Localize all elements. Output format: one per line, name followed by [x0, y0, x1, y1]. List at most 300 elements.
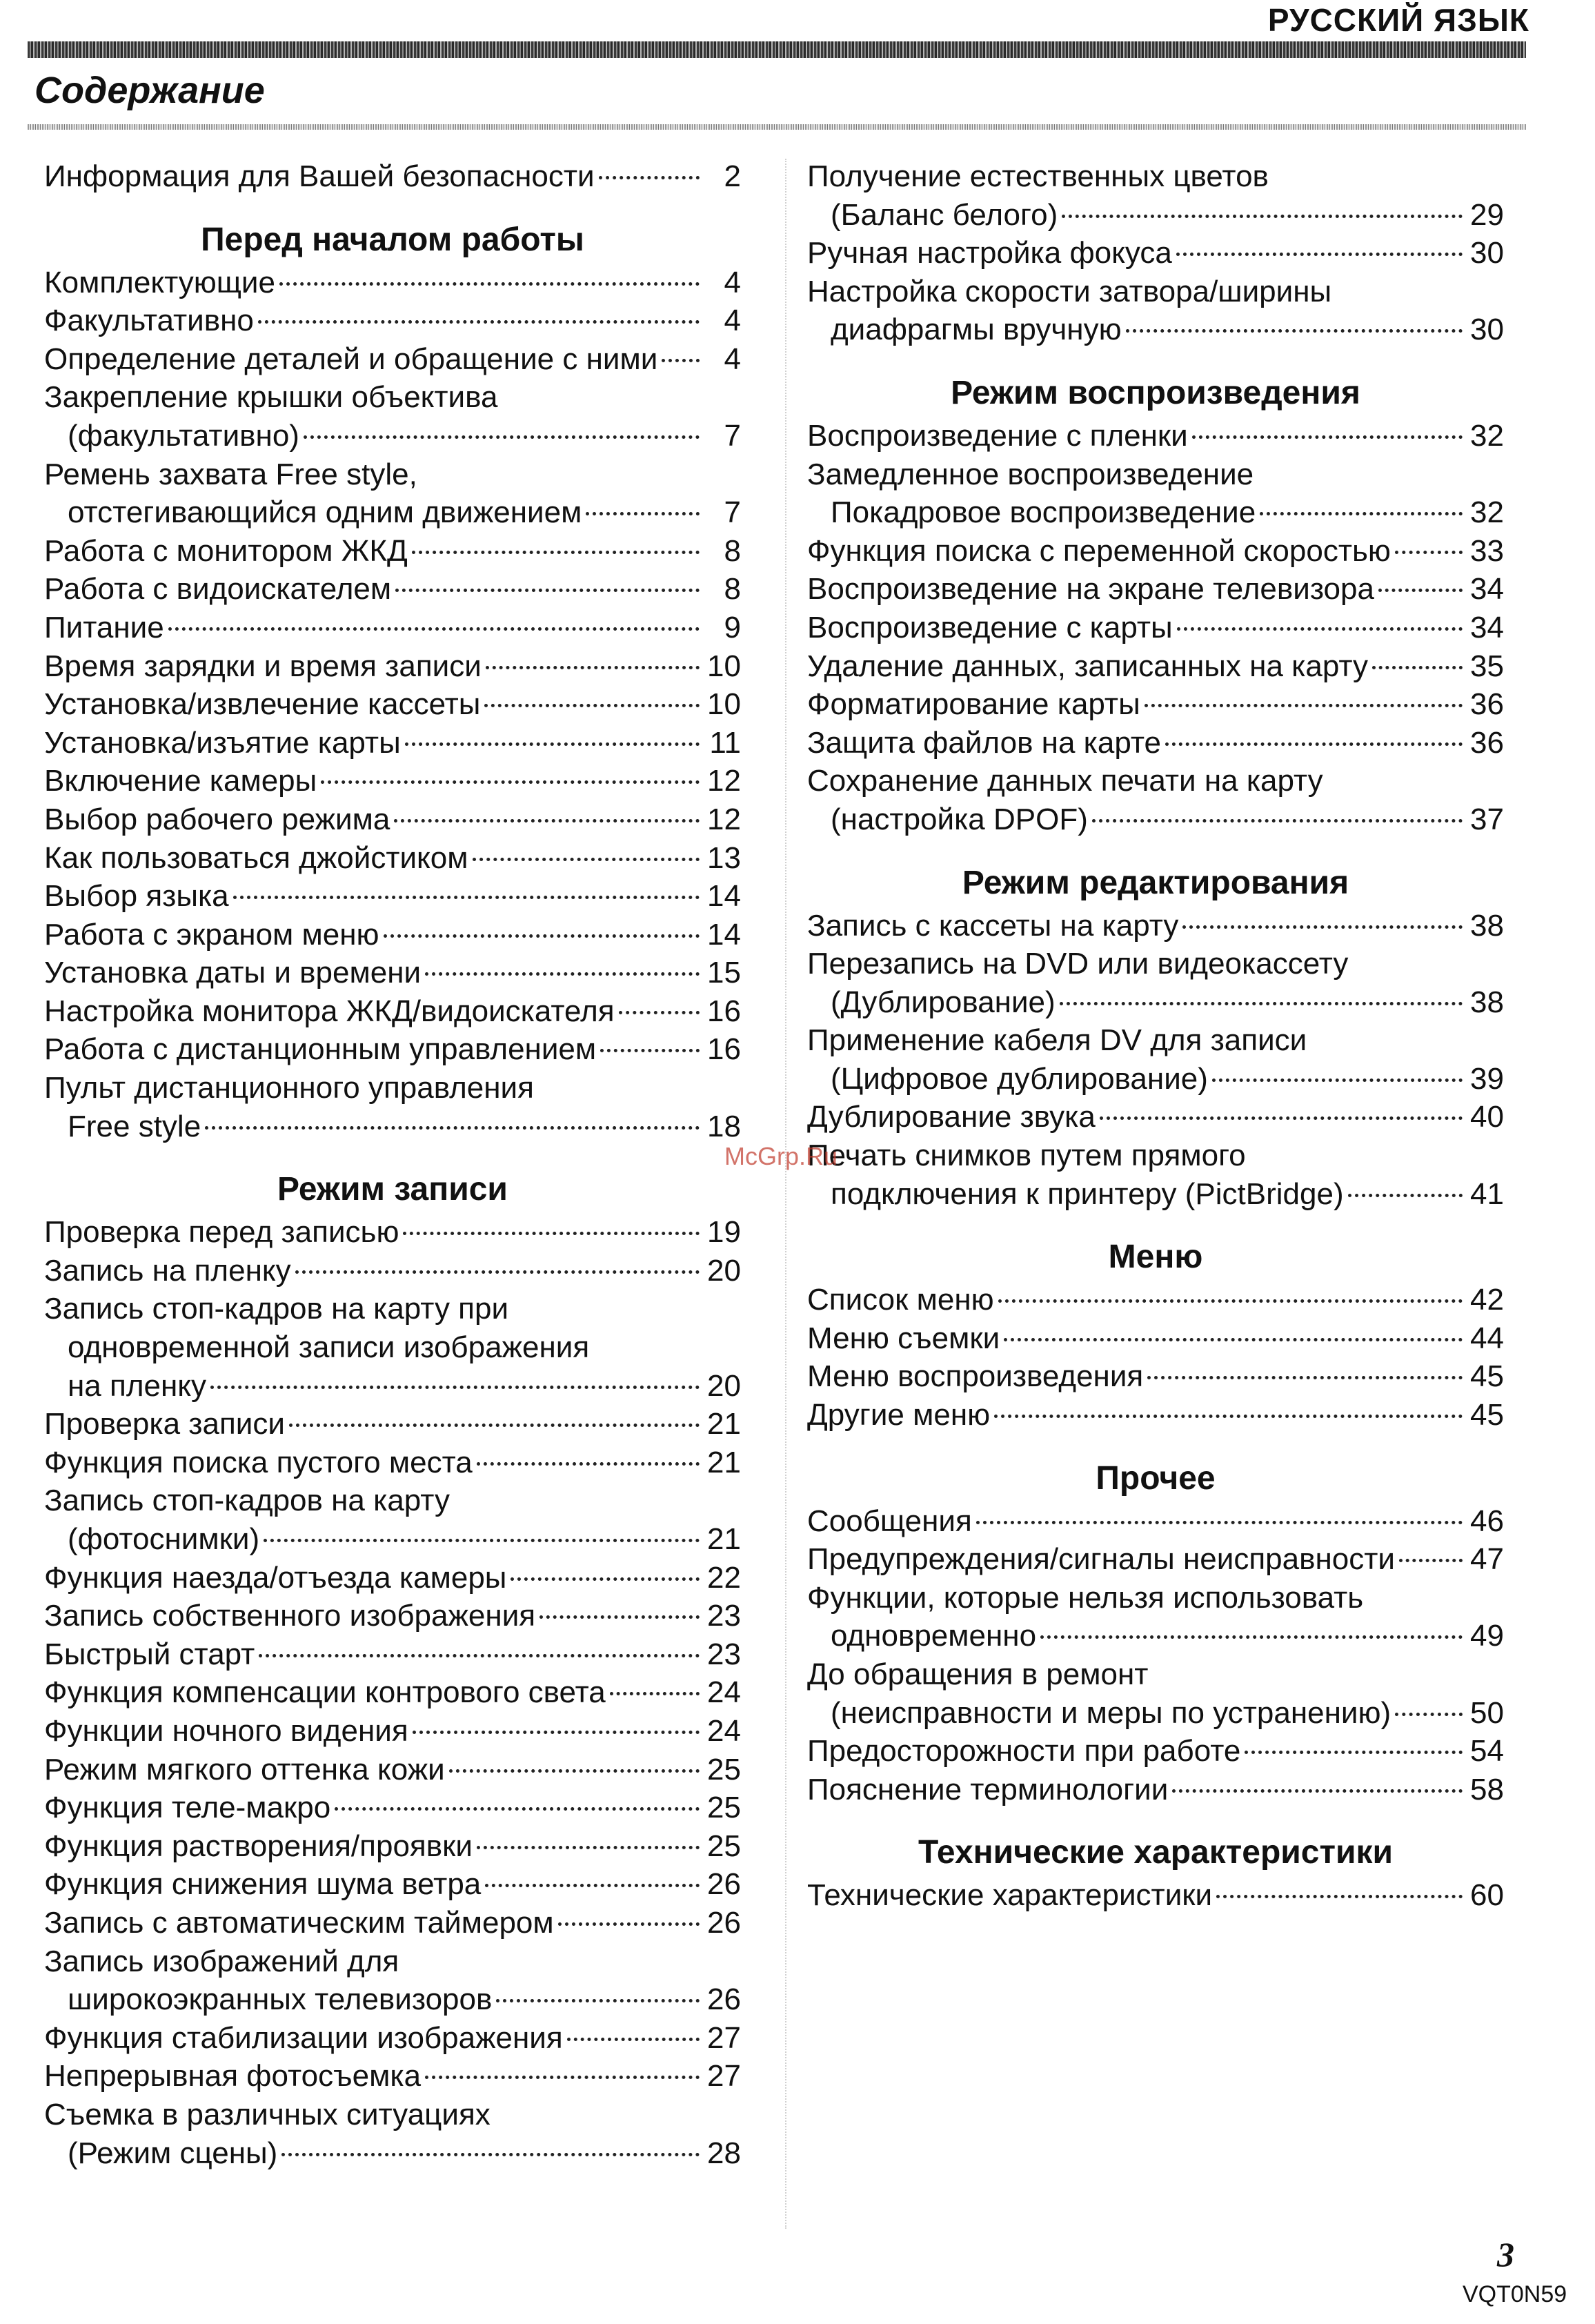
toc-entry-title: Выбор рабочего режима: [44, 802, 390, 836]
section-heading: Меню: [1108, 1239, 1203, 1276]
toc-entry-title: Ручная настройка фокуса: [807, 236, 1172, 270]
toc-page-number: 7: [724, 495, 741, 530]
toc-page-number: 11: [709, 725, 741, 760]
toc-line: [44, 157, 741, 196]
toc-page-number: 21: [707, 1522, 741, 1556]
toc-page-number: 44: [1470, 1321, 1504, 1355]
toc-entry-title: широкоэкранных телевизоров: [68, 1982, 493, 2017]
toc-entry-title: Воспроизведение с карты: [807, 610, 1173, 644]
toc-line: [44, 1069, 741, 1107]
toc-entry: [807, 417, 1504, 455]
toc-entry: [44, 724, 741, 762]
toc-entry-title: Другие меню: [807, 1398, 991, 1432]
toc-block: [807, 1876, 1504, 1915]
toc-line: [44, 1712, 741, 1751]
toc-line: [44, 916, 741, 954]
dot-leader: [610, 1692, 700, 1695]
toc-entry-title: Работа с экраном меню: [44, 917, 379, 952]
toc-entry: [44, 455, 741, 532]
dot-leader: [289, 1424, 700, 1427]
toc-entry: [807, 1876, 1504, 1915]
toc-line: [44, 1942, 741, 1981]
toc-line: [44, 2134, 741, 2173]
toc-line: [44, 1107, 741, 1146]
dot-leader: [558, 1922, 700, 1926]
toc-page-number: 39: [1470, 1061, 1504, 1096]
toc-entry: [44, 1444, 741, 1482]
toc-page-number: 36: [1470, 687, 1504, 722]
toc-entry-title: Список меню: [807, 1283, 994, 1317]
toc-entry: [44, 1559, 741, 1597]
toc-line: [44, 1980, 741, 2019]
toc-entry-title: (факультативно): [68, 418, 299, 453]
toc-line: [807, 1396, 1504, 1435]
page-title: Содержание: [34, 70, 265, 111]
toc-entry-title: отстегивающийся одним движением: [68, 495, 582, 530]
toc-line: [44, 340, 741, 379]
toc-line: [44, 1030, 741, 1069]
toc-entry-title: Меню воспроизведения: [807, 1359, 1144, 1394]
toc-entry: [44, 1904, 741, 1942]
dot-leader: [567, 2038, 700, 2041]
toc-entry-title: Режим мягкого оттенка кожи: [44, 1752, 445, 1786]
dot-leader: [412, 551, 700, 554]
toc-page-number: 18: [707, 1109, 741, 1143]
dot-leader: [1165, 742, 1463, 746]
toc-entry: [807, 157, 1504, 234]
dot-leader: [1060, 1002, 1463, 1005]
toc-entry: [44, 1673, 741, 1712]
toc-entry-title: Запись собственного изображения: [44, 1599, 536, 1633]
toc-page-number: 14: [707, 917, 741, 952]
toc-block: [807, 157, 1504, 349]
toc-page-number: 7: [724, 418, 741, 453]
toc-entry-title: Запись с автоматическим таймером: [44, 1905, 554, 1940]
toc-entry-title: Функции, которые нельзя использовать: [807, 1580, 1364, 1615]
toc-entry-title: Функция поиска с переменной скоростью: [807, 533, 1391, 568]
toc-entry: [807, 1319, 1504, 1358]
toc-page-number: 30: [1470, 236, 1504, 270]
dot-leader: [258, 320, 700, 324]
page-number: 3: [1497, 2235, 1514, 2274]
toc-line: [807, 907, 1504, 945]
toc-entry: [807, 647, 1504, 686]
toc-block: [44, 157, 741, 196]
toc-line: [44, 302, 741, 340]
toc-page-number: 40: [1470, 1100, 1504, 1134]
toc-entry-title: Получение естественных цветов: [807, 159, 1269, 193]
toc-page-number: 46: [1470, 1504, 1504, 1538]
toc-entry-title: Установка/изъятие карты: [44, 725, 401, 760]
toc-block: [44, 1213, 741, 2172]
toc-entry: [44, 532, 741, 571]
toc-line: [807, 1357, 1504, 1396]
toc-page-number: 4: [724, 265, 741, 299]
toc-line: [807, 1771, 1504, 1809]
toc-entry: [807, 1579, 1504, 1655]
toc-line: [44, 264, 741, 302]
toc-page-number: 38: [1470, 985, 1504, 1019]
dot-leader: [1092, 819, 1463, 823]
toc-entry: [44, 1789, 741, 1827]
toc-entry-title: Предосторожности при работе: [807, 1734, 1241, 1769]
dot-leader: [1399, 1559, 1463, 1562]
dot-leader: [449, 1769, 700, 1773]
toc-entry: [44, 1481, 741, 1558]
toc-line: [807, 1060, 1504, 1099]
toc-page-number: 38: [1470, 908, 1504, 943]
toc-line: [807, 762, 1504, 800]
toc-line: [44, 1252, 741, 1290]
toc-entry-title: подключения к принтеру (PictBridge): [831, 1176, 1344, 1211]
dot-leader: [281, 2153, 700, 2156]
toc-line: [44, 1481, 741, 1520]
toc-entry-title: Проверка записи: [44, 1407, 285, 1441]
toc-entry-title: Защита файлов на карте: [807, 725, 1161, 760]
toc-entry-title: Комплектующие: [44, 265, 275, 299]
toc-page-number: 10: [707, 649, 741, 683]
dot-leader: [496, 1999, 700, 2002]
dot-leader: [335, 1807, 700, 1811]
toc-page-number: 34: [1470, 610, 1504, 644]
toc-entry-title: Выбор языка: [44, 879, 229, 914]
dot-leader: [994, 1415, 1463, 1418]
toc-entry: [807, 1655, 1504, 1732]
toc-entry-title: Воспроизведение с пленки: [807, 418, 1188, 453]
toc-entry: [807, 1732, 1504, 1771]
toc-entry-title: Функция снижения шума ветра: [44, 1867, 482, 1902]
toc-entry-title: Функция растворения/проявки: [44, 1829, 473, 1863]
toc-entry: [44, 378, 741, 455]
toc-entry-title: Технические характеристики: [807, 1878, 1213, 1913]
toc-page-number: 27: [707, 2059, 741, 2094]
toc-line: [44, 685, 741, 724]
dot-leader: [1348, 1194, 1463, 1197]
toc-entry-title: Проверка перед записью: [44, 1215, 399, 1250]
toc-entry: [807, 724, 1504, 762]
toc-line: [807, 1021, 1504, 1060]
toc-page-number: 54: [1470, 1734, 1504, 1769]
toc-entry-title: Функция компенсации контрового света: [44, 1675, 606, 1710]
toc-entry-title: Функция стабилизации изображения: [44, 2020, 563, 2055]
toc-entry: [44, 2019, 741, 2058]
toc-entry-title: Настройка скорости затвора/ширины: [807, 274, 1332, 308]
title-rule: [28, 124, 1526, 130]
dot-leader: [600, 1049, 700, 1052]
dot-leader: [619, 1011, 700, 1014]
toc-entry: [807, 609, 1504, 647]
toc-block: [807, 1281, 1504, 1434]
dot-leader: [1212, 1079, 1463, 1082]
toc-page-number: 49: [1470, 1619, 1504, 1653]
toc-page-number: 16: [707, 994, 741, 1028]
toc-entry: [807, 1502, 1504, 1541]
toc-page-number: 25: [707, 1791, 741, 1825]
toc-page-number: 13: [707, 840, 741, 875]
toc-entry: [44, 1405, 741, 1444]
toc-entry: [44, 800, 741, 839]
toc-entry-title: Функция теле-макро: [44, 1791, 331, 1825]
toc-entry-title: Ремень захвата Free style,: [44, 457, 417, 491]
toc-block: [807, 1502, 1504, 1809]
toc-line: [44, 1751, 741, 1789]
dot-leader: [1260, 512, 1463, 515]
dot-leader: [1395, 1713, 1463, 1716]
toc-entry: [44, 1069, 741, 1145]
toc-page-number: 45: [1470, 1398, 1504, 1432]
toc-entry: [807, 1021, 1504, 1098]
toc-line: [807, 1579, 1504, 1617]
toc-entry-title: (Дублирование): [831, 985, 1056, 1019]
toc-entry-title: на пленку: [68, 1368, 207, 1403]
toc-page-number: 20: [707, 1368, 741, 1403]
toc-entry: [807, 907, 1504, 945]
dot-leader: [210, 1386, 700, 1389]
toc-entry-title: Покадровое воспроизведение: [831, 495, 1256, 530]
section-heading: Прочее: [1096, 1459, 1216, 1497]
toc-entry-title: Запись изображений для: [44, 1944, 399, 1978]
toc-page-number: 23: [707, 1599, 741, 1633]
toc-line: [44, 1405, 741, 1444]
toc-entry: [44, 1030, 741, 1069]
dot-leader: [1004, 1338, 1463, 1341]
toc-entry: [44, 954, 741, 992]
toc-entry-title: одновременной записи изображения: [68, 1330, 590, 1365]
toc-line: [44, 1597, 741, 1635]
toc-entry-title: (Режим сцены): [68, 2136, 278, 2170]
toc-line: [807, 1540, 1504, 1579]
toc-entry-title: Настройка монитора ЖКД/видоискателя: [44, 994, 615, 1028]
dot-leader: [413, 1731, 700, 1734]
toc-line: [44, 1827, 741, 1866]
toc-page-number: 8: [724, 533, 741, 568]
section-heading: Перед началом работы: [201, 221, 584, 258]
dot-leader: [998, 1299, 1463, 1303]
dot-leader: [477, 1846, 700, 1849]
toc-entry: [44, 1942, 741, 2019]
dot-leader: [486, 666, 700, 669]
toc-page-number: 28: [707, 2136, 741, 2170]
dot-leader: [1145, 704, 1463, 707]
toc-page-number: 27: [707, 2020, 741, 2055]
toc-line: [807, 1319, 1504, 1358]
toc-entry-title: Пояснение терминологии: [807, 1772, 1169, 1806]
toc-page-number: 36: [1470, 725, 1504, 760]
toc-entry-title: Применение кабеля DV для записи: [807, 1023, 1307, 1058]
dot-leader: [395, 589, 700, 592]
dot-leader: [1040, 1635, 1463, 1639]
toc-line: [44, 455, 741, 494]
toc-entry: [807, 532, 1504, 571]
toc-page-number: 29: [1470, 197, 1504, 232]
toc-line: [807, 234, 1504, 273]
toc-page-number: 32: [1470, 495, 1504, 530]
dot-leader: [1216, 1895, 1463, 1898]
dot-leader: [205, 1126, 700, 1130]
toc-page-number: 12: [707, 802, 741, 836]
toc-entry: [807, 455, 1504, 532]
toc-entry-title: Непрерывная фотосъемка: [44, 2059, 422, 2094]
toc-line: [807, 1175, 1504, 1214]
toc-line: [807, 1617, 1504, 1655]
dot-leader: [321, 780, 700, 784]
toc-line: [807, 945, 1504, 983]
toc-entry: [807, 762, 1504, 838]
toc-entry: [44, 264, 741, 302]
toc-page-number: 26: [707, 1905, 741, 1940]
toc-line: [44, 992, 741, 1031]
toc-entry-title: Информация для Вашей безопасности: [44, 159, 595, 193]
toc-entry: [807, 1098, 1504, 1136]
toc-entry-title: Печать снимков путем прямого: [807, 1139, 1246, 1173]
dot-leader: [586, 512, 700, 515]
toc-entry: [44, 762, 741, 800]
toc-page-number: 60: [1470, 1878, 1504, 1913]
toc-line: [807, 1281, 1504, 1319]
column-divider: [785, 159, 786, 2229]
toc-line: [44, 800, 741, 839]
toc-entry-title: Факультативно: [44, 304, 254, 338]
toc-page-number: 42: [1470, 1283, 1504, 1317]
toc-entry: [44, 609, 741, 647]
toc-page-number: 15: [707, 956, 741, 990]
toc-entry-title: Запись с кассеты на карту: [807, 908, 1179, 943]
toc-line: [807, 647, 1504, 686]
toc-entry: [44, 1635, 741, 1674]
dot-leader: [1062, 215, 1463, 218]
toc-line: [807, 685, 1504, 724]
toc-line: [44, 1367, 741, 1406]
toc-entry-title: Перезапись на DVD или видеокассету: [807, 947, 1349, 981]
toc-line: [44, 532, 741, 571]
toc-page-number: 41: [1470, 1176, 1504, 1211]
dot-leader: [1182, 925, 1463, 929]
toc-entry-title: Время зарядки и время записи: [44, 649, 482, 683]
toc-entry-title: одновременно: [831, 1619, 1037, 1653]
toc-line: [44, 1789, 741, 1827]
toc-entry: [44, 1290, 741, 1405]
toc-page-number: 9: [724, 610, 741, 644]
dot-leader: [279, 282, 700, 286]
toc-entry-title: Сохранение данных печати на карту: [807, 764, 1323, 798]
dot-leader: [473, 858, 700, 861]
toc-entry: [807, 234, 1504, 273]
toc-entry-title: (неисправности и меры по устранению): [831, 1695, 1391, 1730]
toc-line: [44, 647, 741, 686]
toc-entry: [807, 570, 1504, 609]
toc-entry-title: Определение деталей и обращение с ними: [44, 342, 658, 376]
section-heading: Режим воспроизведения: [951, 374, 1360, 411]
toc-page-number: 10: [707, 687, 741, 722]
toc-block: [807, 417, 1504, 839]
toc-entry-title: Замедленное воспроизведение: [807, 457, 1254, 491]
toc-page-number: 26: [707, 1867, 741, 1902]
toc-entry-title: диафрагмы вручную: [831, 313, 1122, 347]
toc-line: [44, 839, 741, 878]
toc-entry: [44, 992, 741, 1031]
toc-entry: [44, 1597, 741, 1635]
dot-leader: [1147, 1376, 1463, 1379]
toc-entry-title: Free style: [68, 1109, 201, 1143]
toc-line: [807, 157, 1504, 196]
toc-entry-title: Съемка в различных ситуациях: [44, 2097, 491, 2131]
toc-entry: [807, 685, 1504, 724]
dot-leader: [485, 1884, 700, 1887]
toc-line: [44, 762, 741, 800]
dot-leader: [394, 819, 700, 823]
toc-line: [807, 983, 1504, 1022]
toc-entry: [807, 1396, 1504, 1435]
toc-entry: [44, 916, 741, 954]
toc-block: [807, 907, 1504, 1214]
toc-entry-title: Работа с монитором ЖКД: [44, 533, 408, 568]
dot-leader: [1372, 666, 1463, 669]
toc-entry: [44, 570, 741, 609]
toc-entry-title: Включение камеры: [44, 764, 317, 798]
toc-page-number: 23: [707, 1637, 741, 1671]
toc-page-number: 12: [707, 764, 741, 798]
toc-page-number: 25: [707, 1752, 741, 1786]
toc-entry-title: Работа с видоискателем: [44, 572, 392, 607]
toc-entry: [44, 2057, 741, 2096]
toc-entry-title: До обращения в ремонт: [807, 1657, 1149, 1691]
toc-page-number: 14: [707, 879, 741, 914]
toc-page-number: 58: [1470, 1772, 1504, 1806]
toc-entry: [44, 1252, 741, 1290]
toc-line: [44, 570, 741, 609]
dot-leader: [304, 435, 700, 439]
toc-block: [44, 264, 741, 1146]
toc-right-column: [807, 157, 1504, 1915]
toc-line: [44, 378, 741, 417]
toc-entry: [44, 685, 741, 724]
dot-leader: [662, 359, 700, 362]
toc-entry: [44, 1751, 741, 1789]
toc-left-column: [44, 157, 741, 2172]
toc-line: [44, 1520, 741, 1559]
toc-line: [807, 455, 1504, 494]
toc-line: [807, 609, 1504, 647]
dot-leader: [1192, 435, 1463, 439]
toc-entry: [807, 1136, 1504, 1213]
toc-entry-title: Пульт дистанционного управления: [44, 1071, 534, 1105]
toc-page-number: 25: [707, 1829, 741, 1863]
toc-entry-title: Как пользоваться джойстиком: [44, 840, 468, 875]
watermark-text: McGrp.Ru: [724, 1142, 838, 1170]
section-heading: Технические характеристики: [918, 1834, 1394, 1871]
toc-entry: [807, 273, 1504, 349]
toc-page-number: 37: [1470, 802, 1504, 836]
dot-leader: [425, 972, 700, 976]
toc-line: [44, 877, 741, 916]
dot-leader: [1126, 329, 1463, 333]
language-label: РУССКИЙ ЯЗЫК: [1267, 2, 1529, 38]
dot-leader: [539, 1615, 700, 1619]
toc-line: [44, 2057, 741, 2096]
toc-page-number: 8: [724, 572, 741, 607]
toc-entry: [44, 302, 741, 340]
toc-page-number: 22: [707, 1560, 741, 1595]
toc-entry: [44, 839, 741, 878]
toc-page-number: 20: [707, 1253, 741, 1288]
toc-line: [807, 1098, 1504, 1136]
dot-leader: [1378, 589, 1463, 592]
toc-page-number: 26: [707, 1982, 741, 2017]
toc-line: [807, 724, 1504, 762]
toc-line: [807, 493, 1504, 532]
toc-entry-title: (настройка DPOF): [831, 802, 1088, 836]
toc-page-number: 4: [724, 342, 741, 376]
